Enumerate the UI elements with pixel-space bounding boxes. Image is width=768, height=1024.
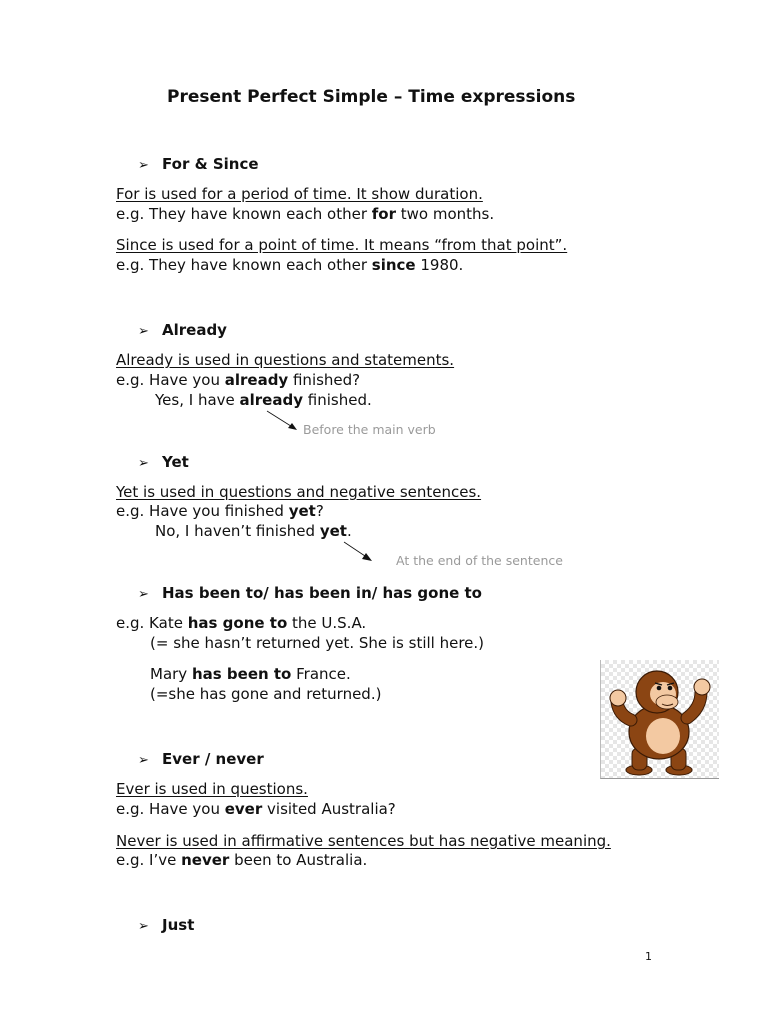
example-has-been-to: Mary has been to France. — [150, 665, 351, 683]
arrow-bullet-icon: ➢ — [138, 456, 149, 471]
note-before-main-verb: Before the main verb — [303, 422, 436, 437]
heading-text: Just — [162, 916, 195, 934]
page-number: 1 — [645, 950, 652, 963]
rule-already: Already is used in questions and statements. — [116, 351, 455, 369]
heading-text: Ever / never — [162, 750, 264, 768]
example-has-gone-to: e.g. Kate has gone to the U.S.A. — [116, 614, 367, 632]
arrow-bullet-icon: ➢ — [138, 753, 149, 768]
example-already-question: e.g. Have you already finished? — [116, 371, 361, 389]
section-heading-ever-never — [138, 749, 264, 768]
rule-for: For is used for a period of time. It show duration. — [116, 185, 483, 203]
example-yet-question: e.g. Have you finished yet? — [116, 502, 324, 520]
section-heading-been-gone — [138, 583, 482, 602]
heading-text: Already — [162, 321, 227, 339]
arrow-bullet-icon: ➢ — [138, 324, 149, 339]
note-end-of-sentence: At the end of the sentence — [396, 553, 563, 568]
arrow-bullet-icon: ➢ — [138, 158, 149, 173]
example-never: e.g. I’ve never been to Australia. — [116, 851, 368, 869]
rule-never: Never is used in affirmative sentences but has negative meaning. — [116, 832, 611, 850]
explanation-has-been-to: (=she has gone and returned.) — [150, 685, 382, 703]
example-since: e.g. They have known each other since 1980. — [116, 256, 464, 274]
monkey-illustration — [600, 660, 719, 779]
section-heading-for-since — [138, 154, 259, 173]
explanation-has-gone-to: (= she hasn’t returned yet. She is still here.) — [150, 634, 485, 652]
page-title: Present Perfect Simple – Time expressions — [167, 87, 576, 107]
arrow-annotation-icon — [264, 408, 304, 434]
heading-text: Yet — [162, 453, 189, 471]
arrow-bullet-icon: ➢ — [138, 919, 149, 934]
rule-since: Since is used for a point of time. It means “from that point”. — [116, 236, 568, 254]
rule-ever: Ever is used in questions. — [116, 780, 308, 798]
example-ever: e.g. Have you ever visited Australia? — [116, 800, 396, 818]
heading-text: Has been to/ has been in/ has gone to — [162, 584, 482, 602]
arrow-bullet-icon: ➢ — [138, 587, 149, 602]
example-for: e.g. They have known each other for two months. — [116, 205, 495, 223]
rule-yet: Yet is used in questions and negative sentences. — [116, 483, 482, 501]
heading-text: For & Since — [162, 155, 259, 173]
section-heading-just — [138, 915, 194, 934]
section-heading-already — [138, 320, 227, 339]
monkey-icon — [601, 660, 719, 778]
example-already-answer: Yes, I have already finished. — [155, 391, 372, 409]
arrow-annotation-icon — [341, 539, 381, 565]
example-yet-answer: No, I haven’t finished yet. — [155, 522, 352, 540]
section-heading-yet — [138, 452, 189, 471]
